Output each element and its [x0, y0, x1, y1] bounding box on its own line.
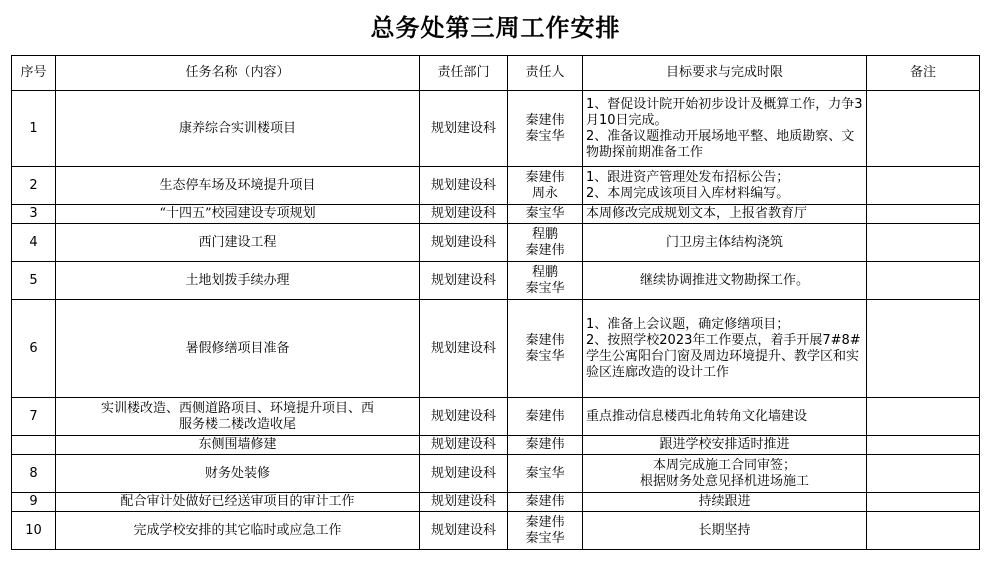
cell-person — [508, 205, 583, 224]
cell-seq: 3 — [12, 205, 56, 224]
cell-seq: 1 — [12, 91, 56, 167]
cell-person-line: 秦建伟 — [525, 169, 565, 185]
cell-goal-line: 门卫房主体结构浇筑 — [665, 234, 783, 250]
cell-goal-line: 2、准备议题推动开展场地平整、地质勘察、文物勘探前期准备工作 — [586, 128, 855, 160]
cell-goal — [583, 300, 867, 398]
cell-seq: 2 — [12, 167, 56, 205]
cell-dept: 规划建设科 — [420, 493, 508, 512]
cell-goal-line: 持续跟进 — [698, 494, 751, 509]
cell-seq — [12, 436, 56, 455]
cell-goal-line: 1、督促设计院开始初步设计及概算工作，力争3月10日完成。 — [586, 96, 863, 128]
cell-note — [867, 205, 980, 224]
cell-task-line: 财务处装修 — [204, 465, 270, 481]
cell-person-line: 程鹏 — [531, 226, 558, 242]
cell-dept: 规划建设科 — [420, 91, 508, 167]
cell-dept: 规划建设科 — [420, 205, 508, 224]
cell-note — [867, 300, 980, 398]
cell-person — [508, 300, 583, 398]
cell-task — [56, 436, 420, 455]
cell-person — [508, 398, 583, 436]
cell-seq: 7 — [12, 398, 56, 436]
cell-goal-line: 本周修改完成规划文本，上报省教育厅 — [586, 206, 808, 221]
cell-task-line: 服务楼二楼改造收尾 — [178, 416, 296, 432]
cell-person — [508, 91, 583, 167]
work-schedule-table — [11, 55, 980, 550]
cell-person-line: 秦宝华 — [525, 465, 565, 481]
cell-person-line: 秦宝华 — [525, 206, 565, 221]
table-row — [12, 398, 980, 436]
cell-goal — [583, 91, 867, 167]
cell-goal-line: 继续协调推进文物勘探工作。 — [639, 272, 809, 288]
cell-goal-line: 1、跟进资产管理处发布招标公告； — [586, 169, 790, 185]
cell-person-line: 秦建伟 — [525, 494, 565, 509]
cell-task — [56, 455, 420, 493]
table-row — [12, 167, 980, 205]
cell-goal — [583, 512, 867, 550]
cell-task-line: 西门建设工程 — [198, 234, 277, 250]
cell-task — [56, 493, 420, 512]
table-row — [12, 436, 980, 455]
cell-task-line: 东侧围墙修建 — [198, 437, 277, 452]
cell-task-line: 实训楼改造、西侧道路项目、环境提升项目、西 — [100, 400, 374, 416]
cell-person-line: 秦宝华 — [525, 128, 565, 144]
cell-person — [508, 493, 583, 512]
cell-note — [867, 167, 980, 205]
table-row — [12, 91, 980, 167]
table-row — [12, 300, 980, 398]
table-row — [12, 455, 980, 493]
cell-person-line: 秦建伟 — [525, 242, 565, 258]
cell-seq: 9 — [12, 493, 56, 512]
header-dept: 责任部门 — [420, 56, 508, 91]
cell-goal-line: 2、按照学校2023年工作要点，着手开展7#8#学生公寓阳台门窗及周边环境提升、教学区和实验区连廊改造的设计工作 — [586, 332, 861, 380]
cell-person-line: 秦建伟 — [525, 112, 565, 128]
cell-dept: 规划建设科 — [420, 512, 508, 550]
cell-dept: 规划建设科 — [420, 436, 508, 455]
cell-dept: 规划建设科 — [420, 262, 508, 300]
cell-goal — [583, 398, 867, 436]
cell-seq: 5 — [12, 262, 56, 300]
cell-task-line: 配合审计处做好已经送审项目的审计工作 — [120, 494, 355, 509]
table-row — [12, 205, 980, 224]
cell-dept: 规划建设科 — [420, 398, 508, 436]
cell-person — [508, 262, 583, 300]
cell-note — [867, 512, 980, 550]
cell-seq: 8 — [12, 455, 56, 493]
cell-person-line: 周永 — [531, 185, 558, 201]
cell-task-line: 完成学校安排的其它临时或应急工作 — [133, 522, 342, 538]
cell-goal-line: 根据财务处意见择机进场施工 — [639, 473, 809, 489]
cell-person — [508, 167, 583, 205]
header-seq: 序号 — [12, 56, 56, 91]
cell-person-line: 秦宝华 — [525, 348, 565, 364]
cell-task — [56, 300, 420, 398]
cell-person-line: 秦宝华 — [525, 530, 565, 546]
cell-task-line: “十四五”校园建设专项规划 — [159, 206, 316, 221]
cell-note — [867, 91, 980, 167]
cell-goal-line: 重点推动信息楼西北角转角文化墙建设 — [586, 408, 808, 424]
cell-person — [508, 512, 583, 550]
cell-goal-line: 本周完成施工合同审签； — [652, 457, 796, 473]
cell-dept: 规划建设科 — [420, 224, 508, 262]
cell-goal — [583, 455, 867, 493]
cell-goal-line: 2、本周完成该项目入库材料编写。 — [586, 185, 790, 201]
cell-person — [508, 436, 583, 455]
cell-goal — [583, 493, 867, 512]
cell-dept: 规划建设科 — [420, 167, 508, 205]
cell-note — [867, 436, 980, 455]
cell-task — [56, 224, 420, 262]
cell-person — [508, 455, 583, 493]
cell-goal-line: 跟进学校安排适时推进 — [659, 437, 790, 452]
cell-task — [56, 91, 420, 167]
page-title: 总务处第三周工作安排 — [370, 14, 621, 42]
cell-task-line: 暑假修缮项目准备 — [185, 340, 290, 356]
cell-person-line: 秦宝华 — [525, 280, 565, 296]
header-person: 责任人 — [508, 56, 583, 91]
cell-task — [56, 167, 420, 205]
header-goal: 目标要求与完成时限 — [583, 56, 867, 91]
cell-note — [867, 493, 980, 512]
header-note: 备注 — [867, 56, 980, 91]
cell-goal-line: 长期坚持 — [698, 522, 751, 538]
cell-dept: 规划建设科 — [420, 300, 508, 398]
cell-dept: 规划建设科 — [420, 455, 508, 493]
table-body — [12, 91, 980, 550]
cell-task — [56, 512, 420, 550]
table-row — [12, 493, 980, 512]
cell-task — [56, 398, 420, 436]
cell-task-line: 生态停车场及环境提升项目 — [159, 177, 316, 193]
cell-task — [56, 262, 420, 300]
cell-person-line: 秦建伟 — [525, 437, 565, 452]
cell-person-line: 秦建伟 — [525, 514, 565, 530]
cell-task-line: 土地划拨手续办理 — [185, 272, 290, 288]
cell-task — [56, 205, 420, 224]
cell-person — [508, 224, 583, 262]
cell-task-line: 康养综合实训楼项目 — [178, 120, 296, 136]
table-row — [12, 512, 980, 550]
cell-goal — [583, 224, 867, 262]
cell-goal-line: 1、准备上会议题，确定修缮项目； — [586, 316, 790, 332]
table-row — [12, 224, 980, 262]
cell-person-line: 程鹏 — [531, 264, 558, 280]
cell-note — [867, 262, 980, 300]
cell-goal — [583, 167, 867, 205]
header-task: 任务名称（内容） — [56, 56, 420, 91]
cell-person-line: 秦建伟 — [525, 332, 565, 348]
table-row — [12, 262, 980, 300]
cell-seq: 10 — [12, 512, 56, 550]
cell-goal — [583, 436, 867, 455]
cell-seq: 4 — [12, 224, 56, 262]
cell-note — [867, 224, 980, 262]
cell-note — [867, 455, 980, 493]
cell-goal — [583, 205, 867, 224]
cell-goal — [583, 262, 867, 300]
cell-note — [867, 398, 980, 436]
cell-seq: 6 — [12, 300, 56, 398]
cell-person-line: 秦建伟 — [525, 408, 565, 424]
header-row — [12, 56, 980, 91]
